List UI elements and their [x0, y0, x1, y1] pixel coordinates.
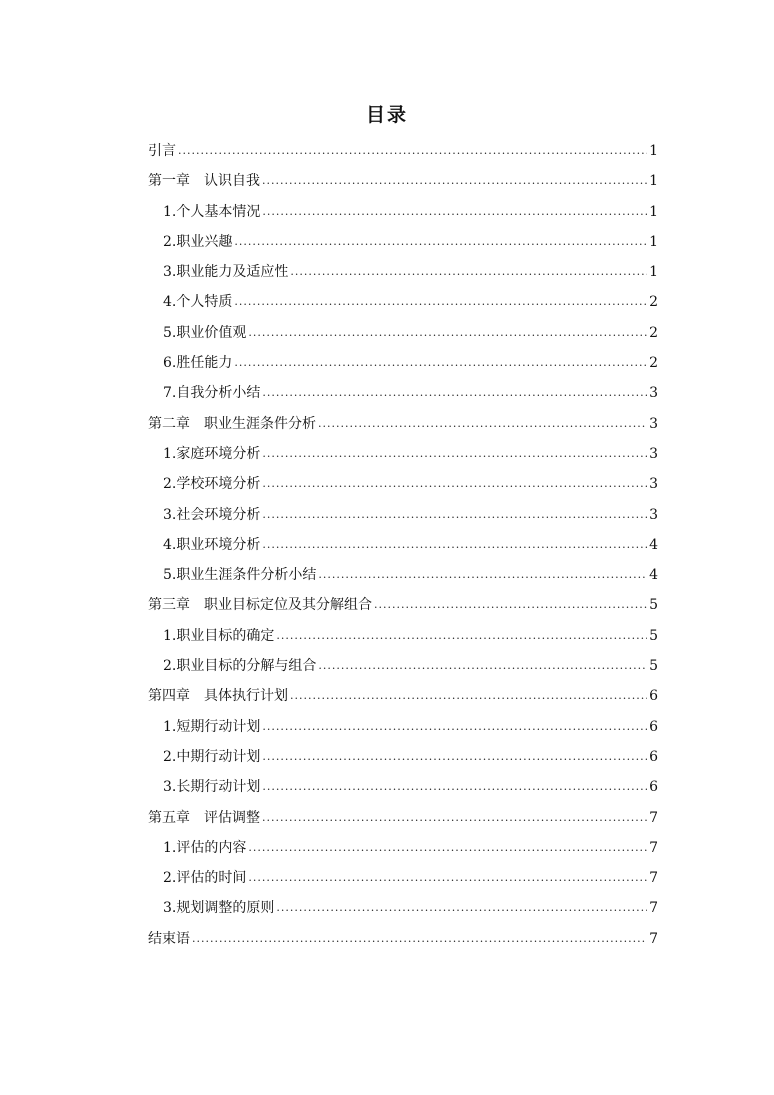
toc-entry-label: 结束语 [148, 930, 190, 947]
toc-title: 目录 [365, 104, 408, 126]
toc-entry-label: 5.职业价值观 [163, 324, 247, 341]
toc-entry-page-number: 3 [649, 476, 658, 493]
toc-entry[interactable] [148, 318, 658, 348]
toc-entry-label: 第一章 认识自我 [148, 173, 260, 190]
dot-leader [248, 863, 647, 893]
toc-entry-page-number: 3 [649, 415, 658, 432]
toc-entry-label: 1.短期行动计划 [163, 718, 261, 735]
toc-entry-page-number: 1 [649, 233, 658, 250]
dot-leader [262, 166, 647, 196]
toc-entry-page-number: 7 [649, 900, 658, 917]
toc-entry-page-number: 5 [649, 627, 658, 644]
toc-entry-label: 1.家庭环境分析 [163, 445, 261, 462]
dot-leader [234, 348, 647, 378]
toc-entry-label: 第五章 评估调整 [148, 809, 260, 826]
dot-leader [262, 742, 647, 772]
toc-entry[interactable] [148, 530, 658, 560]
toc-entry[interactable] [148, 287, 658, 317]
toc-entry-page-number: 3 [649, 445, 658, 462]
toc-entry-label: 第二章 职业生涯条件分析 [148, 415, 316, 432]
toc-entry-label: 5.职业生涯条件分析小结 [163, 567, 317, 584]
toc-entry[interactable] [148, 166, 658, 196]
toc-entry-label: 4.个人特质 [163, 294, 233, 311]
toc-entry-label: 1.个人基本情况 [163, 203, 261, 220]
toc-entry-label: 3.长期行动计划 [163, 779, 261, 796]
dot-leader [290, 681, 647, 711]
toc-entry-page-number: 2 [649, 355, 658, 372]
toc-entry-label: 2.职业目标的分解与组合 [163, 658, 317, 675]
toc-entry-label: 3.职业能力及适应性 [163, 264, 289, 281]
toc-entry[interactable] [148, 197, 658, 227]
toc-entry-page-number: 7 [649, 809, 658, 826]
toc-entry-label: 2.评估的时间 [163, 870, 247, 887]
toc-entry[interactable] [148, 348, 658, 378]
toc-entry[interactable] [148, 893, 658, 923]
toc-entry[interactable] [148, 833, 658, 863]
toc-entry[interactable] [148, 803, 658, 833]
toc-list [148, 136, 658, 954]
dot-leader [262, 469, 647, 499]
dot-leader [234, 227, 647, 257]
dot-leader [318, 409, 647, 439]
dot-leader [248, 833, 647, 863]
dot-leader [178, 136, 647, 166]
dot-leader [262, 500, 647, 530]
dot-leader [318, 651, 647, 681]
toc-entry-page-number: 6 [649, 748, 658, 765]
toc-entry-page-number: 5 [649, 658, 658, 675]
toc-entry-label: 7.自我分析小结 [163, 385, 261, 402]
dot-leader [248, 318, 647, 348]
dot-leader [276, 621, 647, 651]
dot-leader [318, 560, 647, 590]
toc-entry[interactable] [148, 712, 658, 742]
toc-entry-page-number: 5 [649, 597, 658, 614]
toc-entry-label: 第三章 职业目标定位及其分解组合 [148, 597, 372, 614]
toc-entry-label: 2.职业兴趣 [163, 233, 233, 250]
toc-entry[interactable] [148, 772, 658, 802]
toc-entry-page-number: 1 [649, 173, 658, 190]
toc-entry-label: 1.评估的内容 [163, 839, 247, 856]
toc-entry-page-number: 2 [649, 294, 658, 311]
toc-entry[interactable] [148, 227, 658, 257]
toc-entry[interactable] [148, 378, 658, 408]
dot-leader [262, 803, 647, 833]
toc-entry-page-number: 3 [649, 506, 658, 523]
toc-entry-page-number: 1 [649, 143, 658, 159]
toc-entry-page-number: 6 [649, 688, 658, 705]
dot-leader [290, 257, 647, 287]
dot-leader [262, 197, 647, 227]
toc-entry-page-number: 3 [649, 385, 658, 402]
toc-entry[interactable] [148, 681, 658, 711]
toc-entry-label: 2.中期行动计划 [163, 748, 261, 765]
dot-leader [262, 378, 647, 408]
dot-leader [234, 287, 647, 317]
dot-leader [192, 924, 647, 954]
toc-entry-page-number: 7 [649, 870, 658, 887]
dot-leader [262, 439, 647, 469]
toc-entry[interactable] [148, 651, 658, 681]
toc-entry-page-number: 6 [649, 718, 658, 735]
toc-entry-label: 6.胜任能力 [163, 355, 233, 372]
toc-entry-page-number: 6 [649, 779, 658, 796]
toc-entry[interactable] [148, 409, 658, 439]
toc-entry-label: 1.职业目标的确定 [163, 627, 275, 644]
dot-leader [262, 530, 647, 560]
toc-entry[interactable] [148, 136, 658, 166]
toc-entry-label: 引言 [148, 143, 176, 159]
toc-entry[interactable] [148, 500, 658, 530]
dot-leader [374, 590, 647, 620]
toc-entry-page-number: 4 [649, 567, 658, 584]
toc-entry[interactable] [148, 257, 658, 287]
toc-entry[interactable] [148, 621, 658, 651]
toc-entry-label: 2.学校环境分析 [163, 476, 261, 493]
dot-leader [262, 772, 647, 802]
toc-entry-label: 4.职业环境分析 [163, 536, 261, 553]
toc-entry[interactable] [148, 742, 658, 772]
toc-entry[interactable] [148, 863, 658, 893]
toc-entry-page-number: 1 [649, 203, 658, 220]
dot-leader [276, 893, 647, 923]
toc-entry-page-number: 7 [649, 930, 658, 947]
toc-entry-page-number: 2 [649, 324, 658, 341]
toc-entry-page-number: 7 [649, 839, 658, 856]
dot-leader [262, 712, 647, 742]
toc-entry-label: 3.规划调整的原则 [163, 900, 275, 917]
toc-entry[interactable] [148, 439, 658, 469]
toc-entry[interactable] [148, 560, 658, 590]
toc-entry[interactable] [148, 924, 658, 954]
toc-entry[interactable] [148, 469, 658, 499]
toc-entry-page-number: 4 [649, 536, 658, 553]
toc-entry-label: 第四章 具体执行计划 [148, 688, 288, 705]
toc-entry-label: 3.社会环境分析 [163, 506, 261, 523]
toc-entry-page-number: 1 [649, 264, 658, 281]
toc-entry[interactable] [148, 590, 658, 620]
